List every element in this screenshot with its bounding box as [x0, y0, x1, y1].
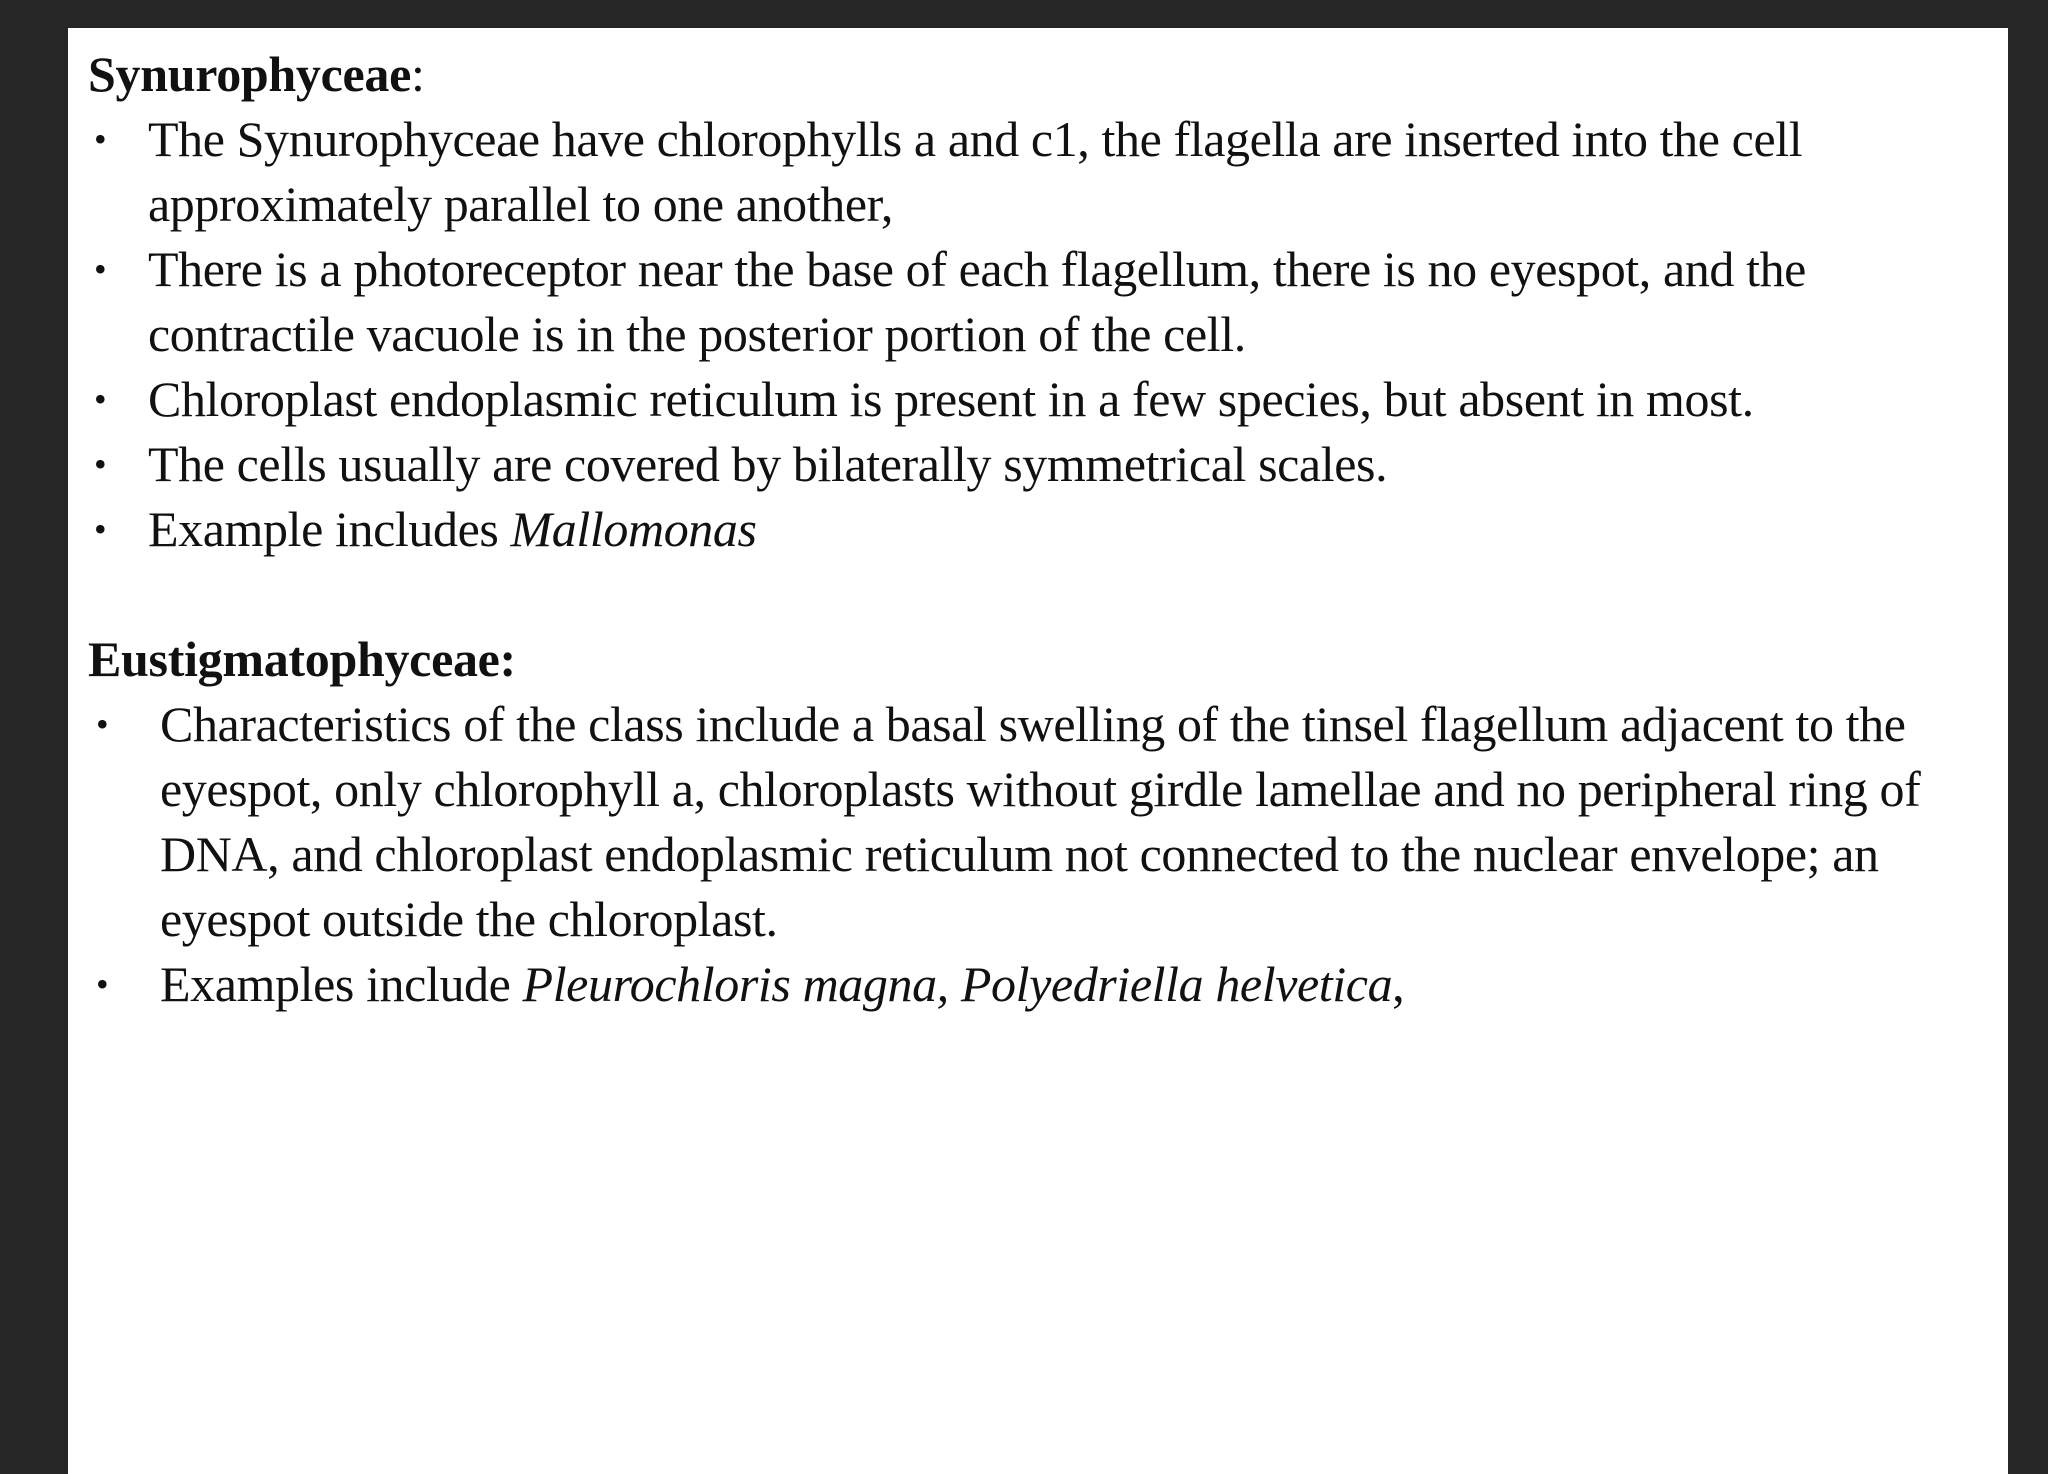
section-heading-synurophyceae: [88, 42, 2008, 107]
example-prefix: Example includes: [148, 501, 511, 557]
section-spacer: [88, 562, 2008, 627]
list-item-text: The Synurophyceae have chlorophylls a and c1, the flagella are inserted into the cell approximately parallel to one another,: [148, 111, 1803, 232]
list-item-example: [88, 952, 1988, 1017]
list-item: [88, 237, 1978, 367]
section-heading-eustigmatophyceae: Eustigmatophyceae:: [88, 631, 516, 687]
list-item-text: There is a photoreceptor near the base of each flagellum, there is no eyespot, and the contractile vacuole is in the posterior portion of the cell.: [148, 241, 1806, 362]
list-item-text: Chloroplast endoplasmic reticulum is present in a few species, but absent in most.: [148, 371, 1754, 427]
bullet-icon: •: [94, 379, 107, 419]
list-item: [88, 432, 1978, 497]
example-species: Pleurochloris magna, Polyedriella helvetica: [522, 956, 1393, 1012]
heading-colon: :: [411, 46, 425, 102]
example-species: Mallomonas: [510, 501, 757, 557]
example-prefix: Examples include: [160, 956, 523, 1012]
bullet-icon: •: [94, 444, 107, 484]
heading-text: Synurophyceae: [88, 46, 412, 102]
list-item-text: The cells usually are covered by bilaterally symmetrical scales.: [148, 436, 1388, 492]
list-item: [88, 107, 1978, 237]
document-page: [68, 28, 2008, 1474]
bullet-icon: •: [94, 509, 107, 549]
eustigmatophyceae-list: [88, 692, 2008, 1017]
bullet-icon: •: [96, 964, 109, 1004]
list-item: [88, 367, 1978, 432]
bullet-icon: •: [94, 119, 107, 159]
example-suffix: ,: [1392, 956, 1405, 1012]
list-item-example: [88, 497, 1978, 562]
bullet-icon: •: [94, 249, 107, 289]
list-item-text: Characteristics of the class include a basal swelling of the tinsel flagellum adjacent to the eyespot, only chlorophyll a, chloroplasts without girdle lamellae and no peripheral ring of DNA, and chloroplast endoplasmic reticulum not connected to the nuclear envelope; an eyespot outside the chloroplast.: [160, 696, 1921, 947]
synurophyceae-list: [88, 107, 2008, 562]
bullet-icon: •: [96, 704, 109, 744]
list-item: [88, 692, 1988, 952]
